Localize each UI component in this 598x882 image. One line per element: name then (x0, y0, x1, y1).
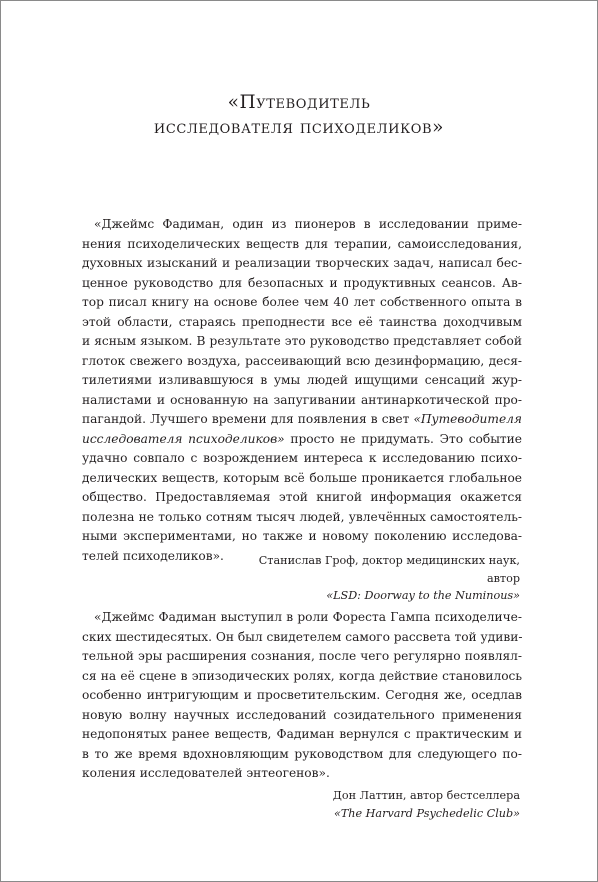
quote-2-line: «Джеймс Фадиман выступил в роли Фореста Гампа психоделиче- (94, 610, 522, 624)
title-line-2: исследователя психоделиков» (153, 117, 445, 138)
quote-2-line: особенно интригующим и просветительским. Сегодня же, оседлав (82, 688, 522, 702)
quote-1-line: «Джеймс Фадиман, один из пионеров в исследовании приме- (94, 217, 522, 231)
attribution-source (259, 570, 520, 605)
quote-1-line-mixed (82, 430, 522, 450)
title-line-1: «Путеводитель (227, 92, 371, 113)
attribution-book-title: «LSD: Doorway to the Numinous» (326, 589, 520, 602)
quote-2-line: ских шестидесятых. Он был свидетелем самого рассвета той удиви- (82, 629, 523, 644)
quote-1-line: тилетиями изливавшуюся в умы людей ищущими сенсаций жур- (82, 373, 522, 387)
attribution-author: Дон Латтин, автор бестселлера (332, 789, 520, 802)
quote-1-line: ценное руководство для безопасных и продуктивных сеансов. Ав- (82, 275, 522, 290)
quote-1-line: общество. Предоставляемая этой книгой информация окажется (82, 490, 522, 504)
quote-2-line: недопонятых ранее веществ, Фадиман вернулся с практическим и (82, 727, 522, 741)
quote-1-line: удачно совпало с возрождением интереса к исследованию психо- (82, 451, 522, 465)
quote-1-line: и ясным языком. В результате это руководство представляет собой (82, 334, 522, 348)
quote-1-text: пагандой. Лучшего времени для появления в свет (82, 412, 414, 426)
quote-2-line: в то же время вдохновляющим руководством для следующего по- (82, 746, 522, 761)
quote-1-line: нения психоделических веществ для терапии, самоисследования, (82, 236, 522, 251)
quote-2-line: новую волну научных исследований созидательного применения (82, 707, 522, 722)
book-title-italic: исследователя психоделиков» (82, 431, 285, 446)
quote-1-line: духовных изысканий и реализации творческих задач, написал бес- (82, 256, 522, 270)
quote-1-line: налистами и основанную на запугивании антинаркотической про- (82, 392, 522, 407)
quote-1 (82, 215, 522, 566)
attribution-prefix: автор (486, 571, 520, 585)
quote-2-line: тельной эры расширения сознания, после чего регулярно появлял- (82, 649, 522, 663)
quote-2-line: коления исследователей энтеогенов». (82, 766, 330, 780)
quote-2-attribution (333, 787, 520, 822)
quote-1-line-mixed (82, 410, 522, 430)
quote-1-line: полезна не только сотням тысяч людей, увлечённых самостоятель- (82, 509, 522, 524)
quote-1-text: просто не придумать. Это событие (284, 431, 522, 446)
quote-2-line: ся на её сцене в эпизодических ролях, когда действие становилось (82, 668, 522, 683)
quote-1-attribution (259, 552, 520, 605)
quote-1-line: глоток свежего воздуха, рассеивающий всю дезинформацию, деся- (82, 353, 522, 368)
quote-1-line: этой области, стараясь преподнести все её таинства доходчивым (82, 314, 522, 329)
quote-1-line: делических веществ, которым всё больше проникается глобальное (82, 470, 522, 485)
quote-1-line: телей психоделиков». (82, 548, 224, 563)
attribution-author: Станислав Гроф, доктор медицинских наук, (258, 554, 520, 567)
quote-1-line: ными экспериментами, но также и новому поколению исследова- (82, 529, 522, 543)
book-title-italic: «Путеводителя (413, 412, 522, 426)
attribution-book-title: «The Harvard Psychedelic Club» (333, 806, 520, 820)
quote-2 (82, 608, 522, 784)
quote-1-line: тор писал книгу на основе более чем 40 лет собственного опыта в (82, 295, 522, 309)
page-title (1, 90, 597, 140)
